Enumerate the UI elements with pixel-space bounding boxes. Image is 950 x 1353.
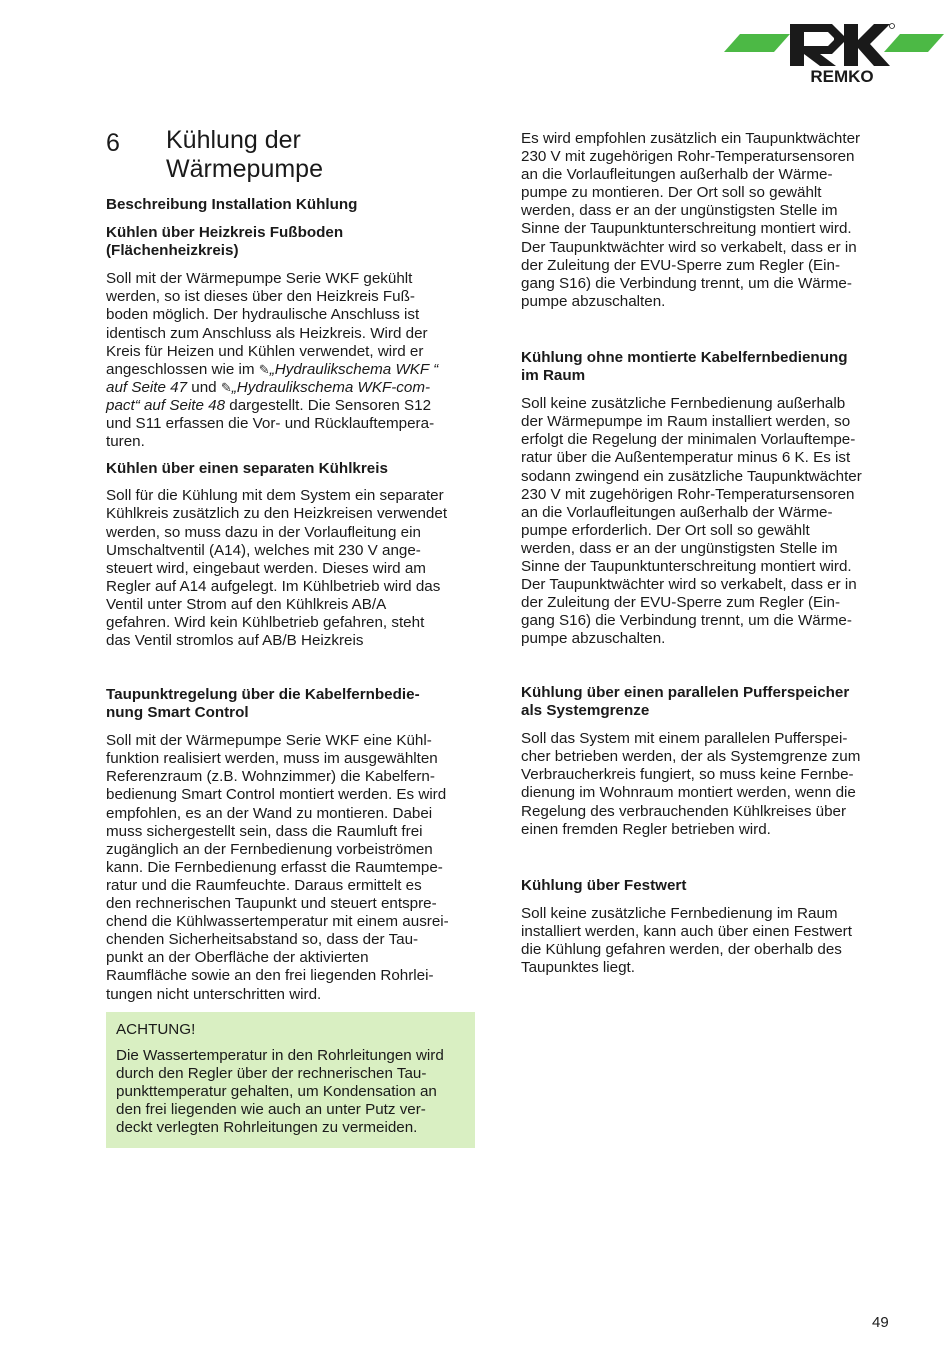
paragraph-dewpoint-monitor: Es wird empfohlen zusätzlich ein Taupunktwächter 230 V mit zugehörigen Rohr-Temperatursensoren an die Vorlaufleitungen außerhalb der Wärme- pumpe zu montieren. Der Ort soll so gewählt werden, dass er an der ungünstigsten Stelle im Sinne der Taupunktunterschreitung montiert wird. Der Taupunktwächter wird so verkabelt, dass er in der Zuleitung der EVU-Sperre zum Regler (Ein- gang S16) die Verbindung trennt, um die Wärme- pumpe abzuschalten. (521, 130, 861, 310)
left-column-lower (106, 686, 478, 1004)
logo-mark-k (844, 24, 890, 66)
warning-text: Die Wassertemperatur in den Rohrleitungen wird durch den Regler über der rechnerischen Tau- punkttemperatur gehalten, um Kondensation an den frei liegenden wie auch an unter Putz ver- deckt verlegten Rohrleitungen zu vermeiden. (116, 1047, 444, 1137)
link-hydraulikschema-wkf[interactable]: „Hydraulikschema WKF “ auf Seite 47 (106, 360, 439, 396)
logo-stripe-left (724, 34, 790, 52)
right-column-lower (521, 684, 893, 977)
warning-title: ACHTUNG! (116, 1021, 196, 1038)
left-column (106, 196, 478, 650)
logo-stripe-right (884, 34, 944, 52)
paragraph-smart-control: Soll mit der Wärmepumpe Serie WKF eine Kühl- funktion realisiert werden, muss im ausgewählten Referenzraum (z.B. Wohnzimmer) die Kabelfern- bedienung Smart Control montiert werden. Es wird empfohlen, es an der Wand zu montieren. Dabei muss sichergestellt sein, dass die Raumluft frei zugänglich an der Fernbedienung vorbeiströmen kann. Die Fernbedienung erfasst die Raumtempe- ratur und die Raumfeuchte. Daraus ermittelt es den rechnerischen Taupunkt und steuert entspre- chend die Kühlwassertemperatur mit einem ausrei- chenden Sicherheitsabstand so, dass der Tau- punkt an der Oberfläche der aktivierten Raumfläche sowie an den frei liegenden Rohrlei- tungen nicht unterschritten wird. (106, 732, 449, 1003)
paragraph-buffer-tank: Soll das System mit einem parallelen Pufferspei- cher betrieben werden, der als Systemgrenze zum Verbraucherkreis fungiert, so muss keine Fernbe- dienung im Wohnraum montiert werden, wenn die Regelung des verbrauchenden Kühlkreises über einen fremden Regler betrieben wird. (521, 730, 861, 838)
section-heading-smart-control: Taupunktregelung über die Kabelfernbedie- nung Smart Control (106, 686, 420, 722)
link-hydraulikschema-wkf-compact[interactable]: „Hydraulikschema WKF-com- pact“ auf Seite 48 (106, 378, 431, 414)
chapter-title: Kühlung der Wärmepumpe (166, 126, 323, 183)
remko-logo (724, 18, 946, 86)
right-column (521, 130, 893, 648)
section-heading-installation: Beschreibung Installation Kühlung (106, 196, 358, 213)
reference-icon: ✎ (258, 361, 270, 377)
paragraph-separate-circuit: Soll für die Kühlung mit dem System ein separater Kühlkreis zusätzlich zu den Heizkreisen verwendet werden, so muss dazu in der Vorlaufleitung ein Umschaltventil (A14), welches mit 230 V ange- steuert wird, eingebaut werden. Dieses wird am Regler auf A14 aufgelegt. Im Kühlbetrieb wird das Ventil unter Strom auf den Kühlkreis AB/A gefahren. Wird kein Kühlbetrieb gefahren, steht das Ventil stromlos auf AB/B Heizkreis (106, 487, 448, 650)
page-number: 49 (872, 1314, 889, 1331)
paragraph-no-remote: Soll keine zusätzliche Fernbedienung außerhalb der Wärmepumpe im Raum installiert werden, so erfolgt die Regelung der minimalen Vorlauftempe- ratur über die Außentemperatur minus 6 K. Es ist sodann zwingend ein zusätzliche Taupunktwächter 230 V mit zugehörigen Rohr-Temperatursensoren an die Vorlaufleitungen außerhalb der Wärme- pumpe erforderlich. Der Ort soll so gewählt werden, dass er an der ungünstigsten Stelle im Sinne der Taupunktunterschreitung montiert wird. Der Taupunktwächter wird so verkabelt, dass er in der Zuleitung der EVU-Sperre zum Regler (Ein- gang S16) die Verbindung trennt, um die Wärme- pumpe abzuschalten. (521, 395, 862, 648)
section-heading-no-remote: Kühlung ohne montierte Kabelfernbedienung im Raum (521, 348, 848, 385)
section-heading-separate-circuit: Kühlen über einen separaten Kühlkreis (106, 460, 388, 478)
paragraph-floor-heating: Soll mit der Wärmepumpe Serie WKF gekühlt werden, so ist dieses über den Heizkreis Fuß- boden möglich. Der hydraulische Anschluss ist identisch zum Anschluss als Heizkreis. Wird der Kreis für Heizen und Kühlen verwendet, wird er angeschlossen wie im ✎„Hydraulikschema WKF “ auf Seite 47 und ✎„Hydraulikschema WKF-com- pact“ auf Seite 48 dargestellt. Die Sensoren S12 und S11 erfassen die Vor- und Rücklauftempera- turen. (106, 270, 439, 451)
section-heading-floor-heating: Kühlen über Heizkreis Fußboden (Flächenheizkreis) (106, 224, 344, 260)
section-heading-buffer-tank: Kühlung über einen parallelen Pufferspeicher als Systemgrenze (521, 684, 850, 720)
reference-icon: ✎ (220, 379, 232, 395)
paragraph-fixed-value: Soll keine zusätzliche Fernbedienung im Raum installiert werden, kann auch über einen Festwert die Kühlung gefahren werden, der oberhalb des Taupunktes liegt. (521, 904, 852, 977)
logo-wordmark: REMKO (810, 67, 874, 86)
section-heading-fixed-value: Kühlung über Festwert (521, 876, 687, 894)
logo-mark-r (790, 24, 844, 66)
warning-notice (106, 1012, 475, 1148)
chapter-number: 6 (106, 129, 120, 157)
